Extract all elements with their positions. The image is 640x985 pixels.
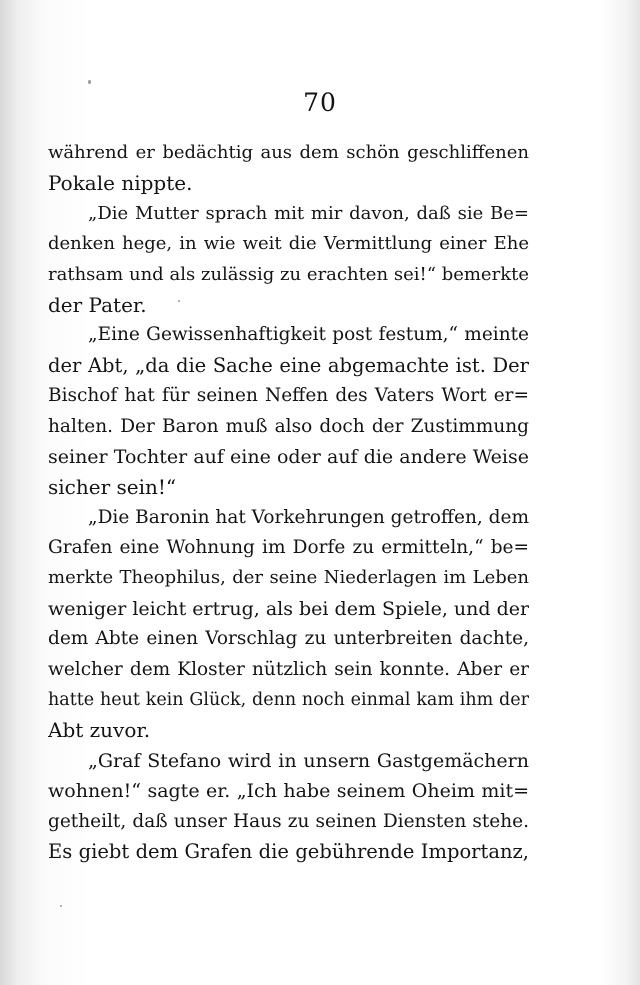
text-line: weniger leicht ertrug, als bei dem Spiele, und der (48, 597, 529, 620)
text-line: hatte heut kein Glück, denn noch einmal kam ihm der (48, 690, 529, 711)
text-line: welcher dem Kloster nützlich sein konnte. Aber er (48, 658, 529, 680)
text-line: Grafen eine Wohnung im Dorfe zu ermitteln,“ be= (48, 537, 529, 559)
text-line: halten. Der Baron muß also doch der Zustimmung (48, 415, 529, 437)
text-line: seiner Tochter auf eine oder auf die andere Weise (48, 445, 529, 468)
text-line: „Die Mutter sprach mit mir davon, daß sie Be= (88, 202, 529, 224)
text-line: rathsam und als zulässig zu erachten sei!“ bemerkte (48, 263, 529, 285)
text-line: denken hege, in wie weit die Vermittlung einer Ehe (48, 233, 529, 255)
page-number: 70 (303, 88, 337, 117)
text-line: Abt zuvor. (48, 718, 151, 743)
text-line: der Abt, „da die Sache eine abgemachte ist. Der (48, 353, 529, 377)
text-line: der Pater. (48, 292, 147, 317)
text-line: „Die Baronin hat Vorkehrungen getroffen, dem (88, 506, 529, 528)
ink-speck (60, 905, 62, 907)
text-line: „Eine Gewissenhaftigkeit post festum,“ meinte (88, 324, 529, 346)
text-line: wohnen!“ sagte er. „Ich habe seinem Oheim mit= (48, 780, 529, 803)
text-line: merkte Theophilus, der seine Niederlagen im Leben (48, 567, 529, 589)
text-line: sicher sein!“ (48, 475, 177, 500)
text-line: Es giebt dem Grafen die gebührende Importanz, (48, 839, 529, 863)
text-line: während er bedächtig aus dem schön geschliffenen (48, 142, 529, 163)
text-line: Bischof hat für seinen Neffen des Vaters Wort er= (48, 385, 529, 407)
body-text (48, 138, 529, 867)
text-line: dem Abte einen Vorschlag zu unterbreiten dachte, (48, 628, 529, 650)
text-line: Pokale nippte. (48, 171, 193, 196)
text-line: „Graf Stefano wird in unsern Gastgemächern (88, 749, 529, 772)
ink-speck (88, 80, 91, 84)
text-line: getheilt, daß unser Haus zu seinen Diensten stehe. (48, 810, 529, 832)
